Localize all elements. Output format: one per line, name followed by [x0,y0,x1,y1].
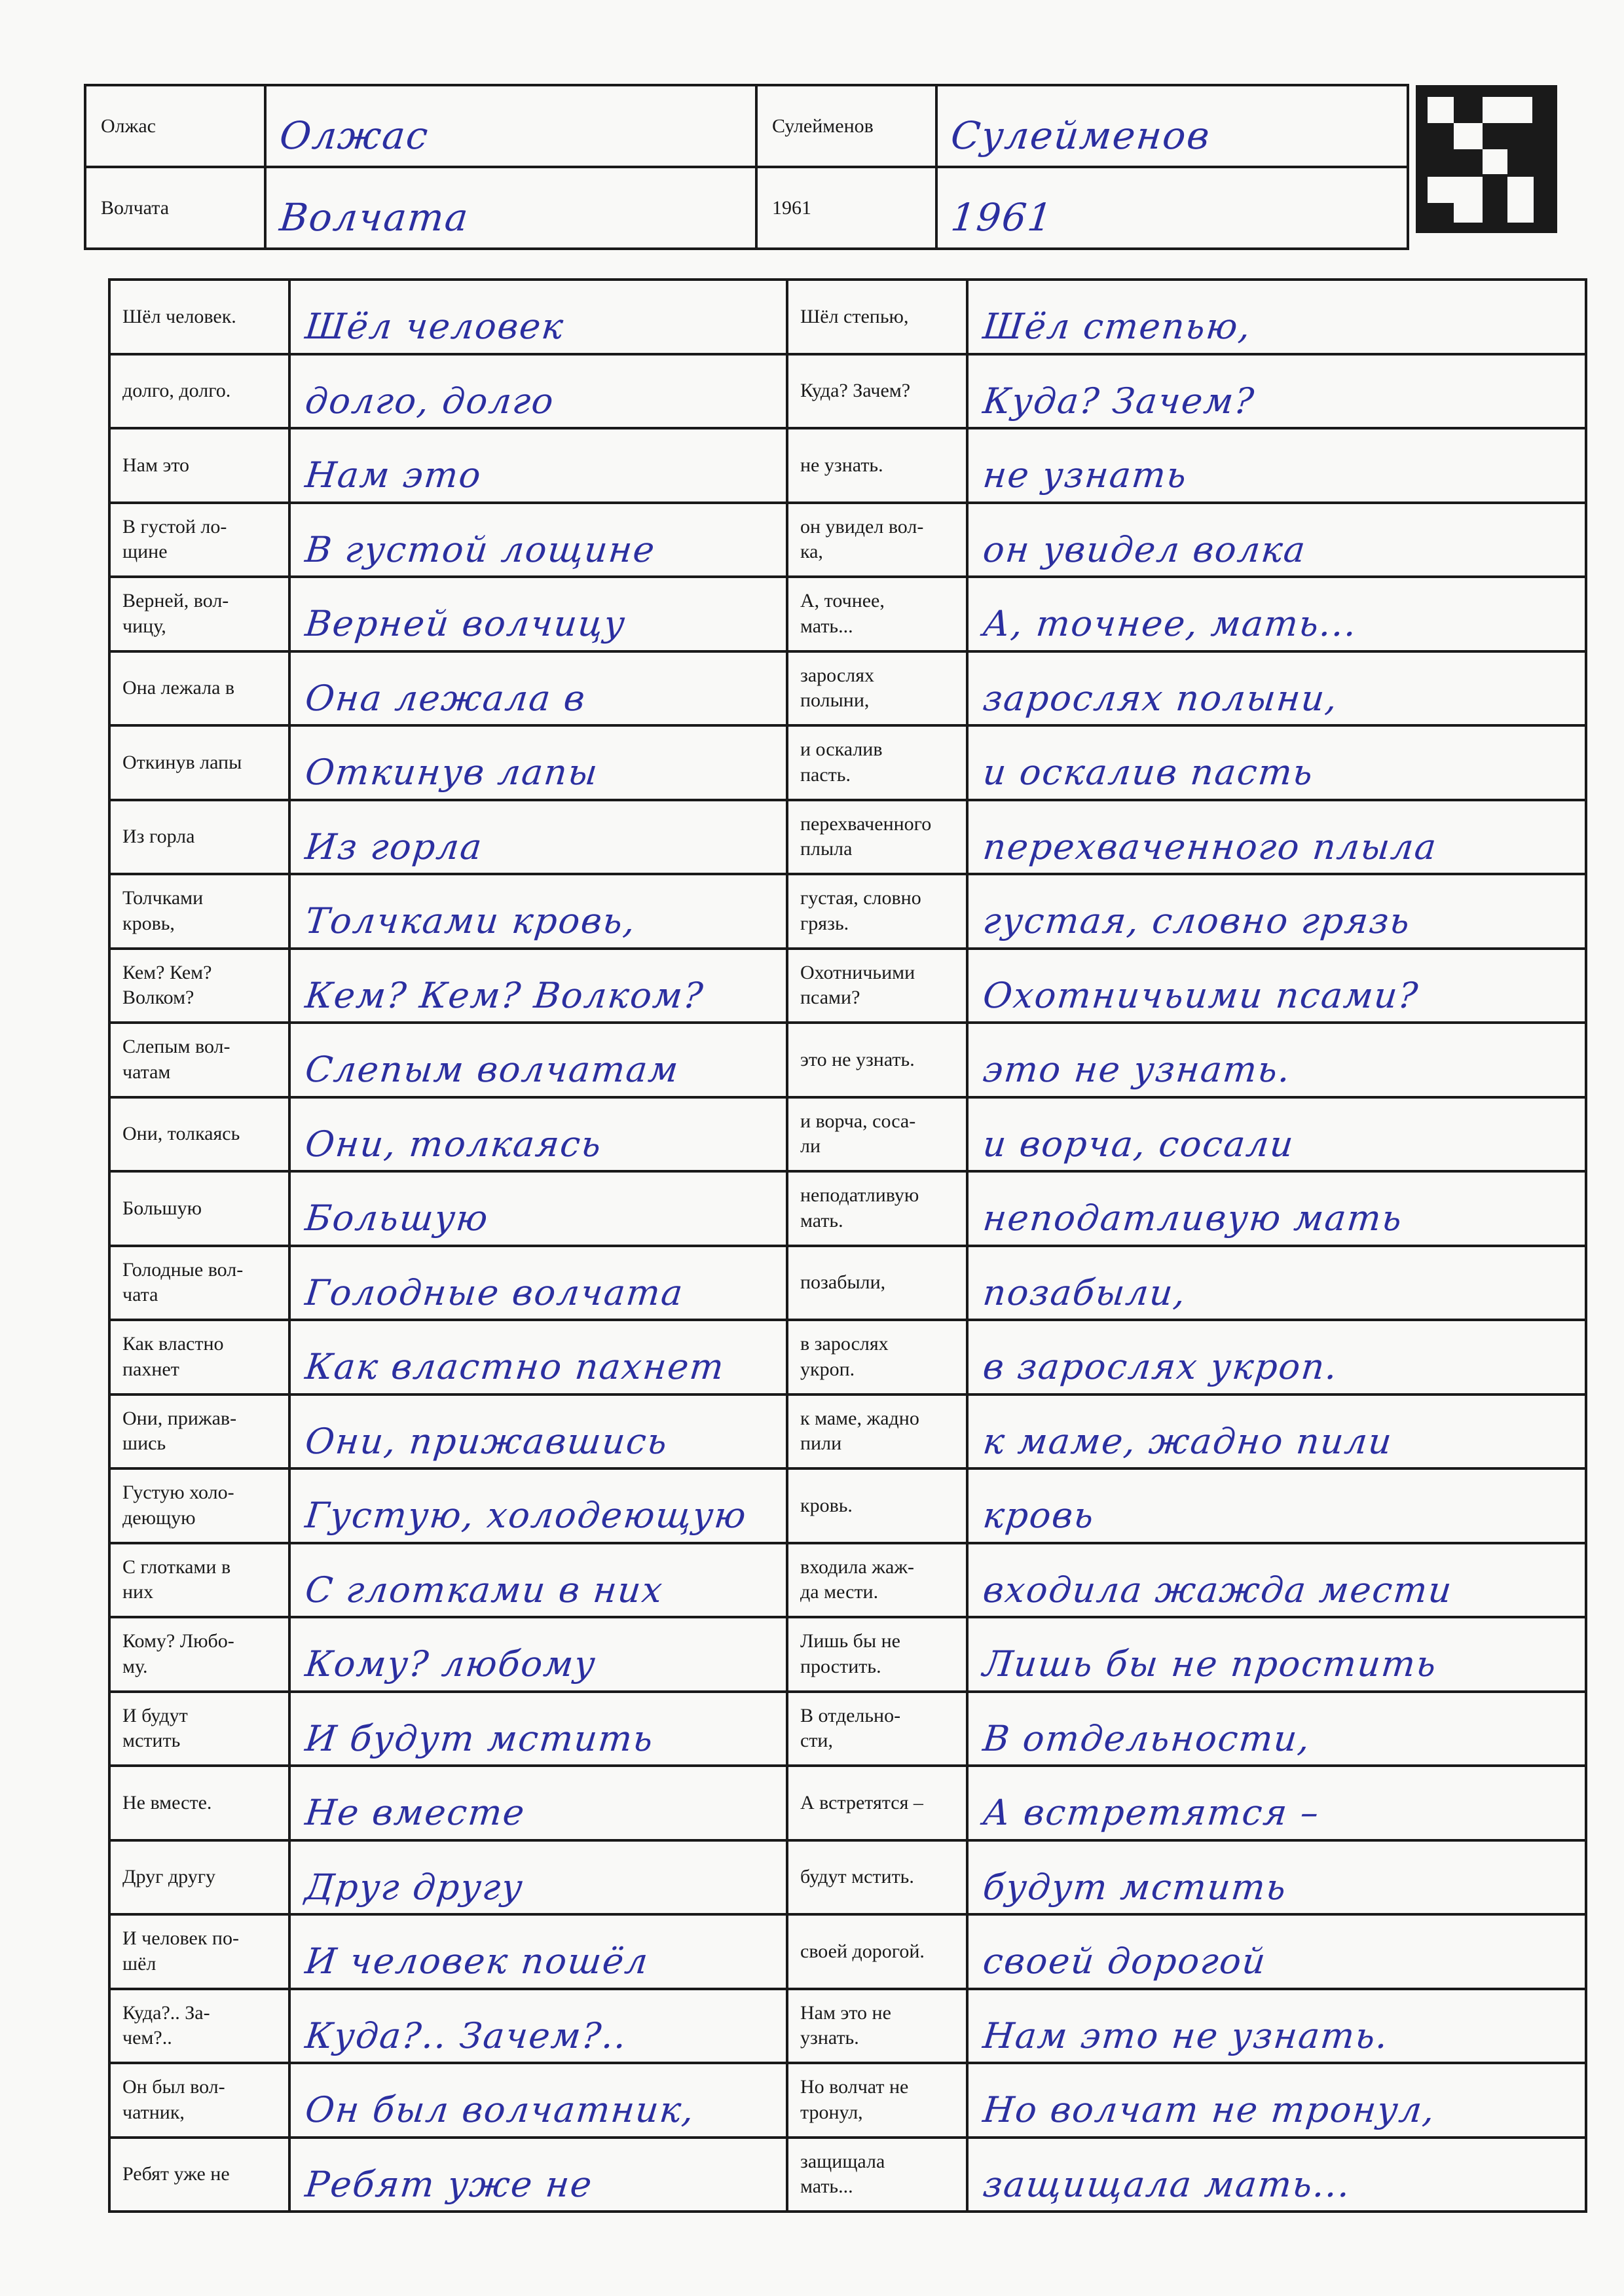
printed-cell-left [109,1394,289,1469]
qr-code-icon [1416,85,1557,233]
printed-cell-left [109,1097,289,1172]
printed-cell-left [109,1171,289,1246]
printed-cell-right [787,503,967,577]
printed-cell-left [109,1617,289,1692]
handwritten-text-left: Они, прижавшись [303,1420,671,1462]
printed-text-left: Толчками кровь, [122,887,204,934]
printed-text-right: он увидел вол- ка, [800,515,924,563]
printed-text-left: Куда?.. За- чем?.. [122,2001,210,2049]
printed-cell-left [109,280,289,354]
printed-cell-right [787,1171,967,1246]
printed-text-left: Он был вол- чатник, [122,2076,225,2123]
printed-cell-right [787,1766,967,1840]
answer-cell-left[interactable] [289,2138,787,2212]
handwritten-text-right: своей дорогой [981,1941,1269,1982]
printed-cell-left [109,651,289,726]
answer-cell-left[interactable] [289,800,787,875]
printed-text-left: Откинув лапы [122,751,242,773]
printed-text-left: Из горла [122,826,195,848]
answer-cell-left[interactable] [289,1023,787,1097]
answer-cell-left[interactable] [289,1543,787,1618]
printed-cell-right [787,354,967,429]
handwritten-text-right: неподатливую мать [981,1197,1405,1239]
handwritten-text-left: Он был волчатник, [303,2089,697,2131]
table-row [109,1543,1586,1618]
handwritten-text-right: в зарослях укроп. [981,1346,1340,1388]
handwritten-text-right: Охотничьими псами? [981,974,1421,1016]
header-row-title [85,167,1408,249]
handwritten-text-right: перехваченного плыла [981,826,1439,867]
printed-text-right: перехваченного плыла [800,812,932,860]
printed-cell-left [109,1840,289,1915]
printed-cell-right [787,1394,967,1469]
handwritten-text-right: позабыли, [981,1271,1189,1313]
printed-cell-left [109,2138,289,2212]
handwritten-text-left: Она лежала в [303,677,589,719]
printed-text-left: Друг другу [122,1866,216,1888]
handwritten-text-left: Большую [303,1197,491,1239]
handwritten-text-right: не узнать [981,454,1190,496]
printed-cell-left [109,725,289,800]
printed-cell-left [109,1543,289,1618]
handwritten-text-right: Лишь бы не простить [981,1643,1439,1685]
answer-cell-right[interactable] [967,1468,1586,1543]
printed-text-right: зарослях полыни, [800,664,874,712]
answer-cell-left[interactable] [289,2063,787,2138]
table-row [109,1023,1586,1097]
answer-cell-left[interactable] [289,1989,787,2064]
last-name-handwritten-cell[interactable] [936,85,1408,167]
answer-cell-right[interactable] [967,1840,1586,1915]
printed-cell-right [787,2138,967,2212]
printed-text-right: А, точнее, мать... [800,590,885,637]
printed-cell-right [787,1246,967,1321]
answer-cell-right[interactable] [967,800,1586,875]
printed-cell-right [787,1097,967,1172]
answer-cell-right[interactable] [967,1097,1586,1172]
header-row-author [85,85,1408,167]
table-row [109,1840,1586,1915]
printed-cell-left [109,874,289,949]
answer-cell-left[interactable] [289,1171,787,1246]
answer-cell-left[interactable] [289,1246,787,1321]
last-name-handwritten: Сулейменов [948,113,1213,158]
printed-cell-right [787,725,967,800]
answer-cell-right[interactable] [967,428,1586,503]
printed-cell-right [787,1989,967,2064]
answer-cell-left[interactable] [289,1840,787,1915]
table-row [109,1617,1586,1692]
answer-cell-right[interactable] [967,2138,1586,2212]
table-row [109,725,1586,800]
printed-cell-left [109,1023,289,1097]
printed-text-left: Большую [122,1197,202,1219]
printed-text-right: входила жаж- да мести. [800,1556,915,1603]
answer-cell-left[interactable] [289,1617,787,1692]
handwritten-text-left: Кому? любому [303,1643,599,1685]
printed-text-right: неподатливую мать. [800,1184,919,1231]
printed-text-right: и ворча, соса- ли [800,1110,916,1157]
handwritten-text-right: А, точнее, мать... [981,603,1360,645]
printed-text-left: Она лежала в [122,677,235,699]
header-table [84,84,1409,250]
answer-cell-left[interactable] [289,1320,787,1394]
handwritten-text-left: Верней волчицу [303,603,629,645]
answer-cell-left[interactable] [289,1468,787,1543]
answer-cell-left[interactable] [289,651,787,726]
printed-text-left: Шёл человек. [122,305,236,327]
handwritten-text-left: Ребят уже не [303,2163,595,2205]
handwritten-text-left: В густой лощине [303,528,658,570]
printed-text-left: В густой ло- щине [122,515,227,563]
answer-cell-left[interactable] [289,874,787,949]
answer-cell-left[interactable] [289,725,787,800]
table-row [109,1171,1586,1246]
year-handwritten: 1961 [948,194,1056,240]
answer-cell-right[interactable] [967,725,1586,800]
answer-cell-right[interactable] [967,1246,1586,1321]
table-row [109,1766,1586,1840]
printed-cell-left [109,503,289,577]
answer-cell-right[interactable] [967,2063,1586,2138]
printed-text-left: И будут мстить [122,1704,188,1752]
printed-text-right: Охотничьими псами? [800,961,915,1009]
printed-text-left: Ребят уже не [122,2163,230,2185]
handwritten-text-right: Нам это не узнать. [981,2014,1392,2056]
printed-cell-left [109,1320,289,1394]
printed-cell-right [787,874,967,949]
answer-cell-right[interactable] [967,874,1586,949]
exercise-table [108,278,1587,2213]
answer-cell-right[interactable] [967,1394,1586,1469]
answer-cell-right[interactable] [967,503,1586,577]
table-row [109,2138,1586,2212]
printed-text-left: Они, прижав- шись [122,1407,237,1455]
printed-text-right: Нам это не узнать. [800,2001,891,2049]
handwritten-text-right: он увидел волка [981,528,1309,570]
printed-cell-right [787,1617,967,1692]
printed-text-right: и оскалив пасть. [800,738,883,786]
printed-text-right: позабыли, [800,1271,886,1294]
table-row [109,280,1586,354]
table-row [109,577,1586,651]
printed-cell-left [109,1468,289,1543]
handwritten-text-right: зарослях полыни, [981,677,1340,719]
printed-text-right: Но волчат не тронул, [800,2076,909,2123]
answer-cell-right[interactable] [967,651,1586,726]
answer-cell-left[interactable] [289,577,787,651]
answer-cell-right[interactable] [967,1617,1586,1692]
year-handwritten-cell[interactable] [936,167,1408,249]
table-row [109,1097,1586,1172]
printed-cell-left [109,1766,289,1840]
answer-cell-left[interactable] [289,428,787,503]
handwritten-text-left: Кем? Кем? Волком? [303,974,707,1016]
handwritten-text-right: Но волчат не тронул, [981,2089,1438,2131]
table-row [109,2063,1586,2138]
printed-cell-left [109,2063,289,2138]
answer-cell-right[interactable] [967,1989,1586,2064]
printed-text-left: Верней, вол- чицу, [122,590,229,637]
handwritten-text-right: кровь [981,1495,1097,1537]
handwritten-text-left: Из горла [303,826,485,867]
printed-text-left: долго, долго. [122,380,231,402]
answer-cell-left[interactable] [289,949,787,1023]
answer-cell-left[interactable] [289,503,787,577]
table-row [109,1989,1586,2064]
printed-cell-left [109,949,289,1023]
printed-cell-left [109,1989,289,2064]
printed-text-left: Нам это [122,454,190,476]
printed-cell-right [787,2063,967,2138]
printed-text-left: И человек по- шёл [122,1927,239,1975]
table-row [109,1468,1586,1543]
handwritten-text-left: Толчками кровь, [303,900,638,942]
table-row [109,800,1586,875]
handwritten-text-right: Шёл степью, [981,306,1254,348]
handwritten-text-left: Голодные волчата [303,1271,686,1313]
handwritten-text-right: густая, словно грязь [981,900,1413,942]
printed-cell-right [787,1543,967,1618]
handwritten-text-left: Откинув лапы [303,752,601,793]
answer-cell-left[interactable] [289,1914,787,1989]
answer-cell-right[interactable] [967,949,1586,1023]
printed-text-right: к маме, жадно пили [800,1407,919,1455]
title-printed-cell [85,167,265,249]
answer-cell-left[interactable] [289,1692,787,1766]
printed-cell-left [109,1246,289,1321]
handwritten-text-right: это не узнать. [981,1049,1293,1091]
printed-text-left: Как властно пахнет [122,1333,224,1380]
table-row [109,1914,1586,1989]
printed-text-right: это не узнать. [800,1048,915,1070]
printed-cell-left [109,428,289,503]
printed-cell-right [787,1023,967,1097]
answer-cell-right[interactable] [967,1766,1586,1840]
printed-cell-right [787,1468,967,1543]
printed-text-right: В отдельно- сти, [800,1704,901,1752]
handwritten-text-right: В отдельности, [981,1717,1313,1759]
printed-text-right: Куда? Зачем? [800,380,911,402]
handwritten-text-left: Не вместе [303,1792,528,1834]
printed-cell-left [109,354,289,429]
table-row [109,1692,1586,1766]
printed-cell-left [109,1914,289,1989]
answer-cell-right[interactable] [967,280,1586,354]
handwritten-text-left: Они, толкаясь [303,1123,604,1165]
printed-text-right: кровь. [800,1494,853,1516]
handwritten-text-left: Куда?.. Зачем?.. [303,2014,630,2056]
handwritten-text-left: И будут мстить [303,1717,656,1759]
printed-cell-right [787,1692,967,1766]
table-row [109,949,1586,1023]
title-printed: Волчата [101,196,170,219]
printed-text-right: Лишь бы не простить. [800,1630,900,1677]
first-name-printed-cell [85,85,265,167]
printed-text-right: в зарослях укроп. [800,1333,889,1380]
printed-text-left: С глотками в них [122,1556,231,1603]
handwritten-text-left: Слепым волчатам [303,1049,682,1091]
printed-text-right: густая, словно грязь. [800,887,921,934]
printed-cell-right [787,428,967,503]
printed-text-right: будут мстить. [800,1866,914,1888]
printed-text-left: Кому? Любо- му. [122,1630,234,1677]
printed-cell-right [787,577,967,651]
handwritten-text-left: долго, долго [303,380,557,422]
answer-cell-right[interactable] [967,577,1586,651]
handwritten-text-left: И человек пошёл [303,1941,652,1982]
handwritten-text-right: к маме, жадно пили [981,1420,1395,1462]
printed-cell-left [109,577,289,651]
answer-cell-left[interactable] [289,280,787,354]
printed-cell-right [787,1840,967,1915]
answer-cell-left[interactable] [289,1097,787,1172]
first-name-handwritten-cell[interactable] [265,85,756,167]
year-printed: 1961 [772,196,811,219]
handwritten-text-right: входила жажда мести [981,1569,1455,1611]
first-name-handwritten: Олжас [277,113,432,158]
answer-cell-right[interactable] [967,1171,1586,1246]
printed-text-right: А встретятся – [800,1791,923,1813]
handwritten-text-left: С глотками в них [303,1569,666,1611]
printed-cell-right [787,280,967,354]
printed-cell-right [787,800,967,875]
table-row [109,1394,1586,1469]
printed-cell-right [787,651,967,726]
handwritten-text-left: Шёл человек [303,306,566,348]
handwritten-text-left: Как властно пахнет [303,1346,727,1388]
printed-text-left: Голодные вол- чата [122,1258,244,1306]
answer-cell-right[interactable] [967,1023,1586,1097]
title-handwritten: Волчата [277,194,471,240]
handwritten-text-right: и оскалив пасть [981,752,1316,793]
printed-cell-right [787,949,967,1023]
printed-text-right: своей дорогой. [800,1940,925,1962]
handwritten-text-right: А встретятся – [981,1792,1322,1834]
table-row [109,354,1586,429]
answer-cell-right[interactable] [967,354,1586,429]
first-name-printed: Олжас [101,115,156,137]
handwritten-text-left: Густую, холодеющую [303,1495,749,1537]
answer-cell-left[interactable] [289,1766,787,1840]
exercise-rows [109,280,1586,2212]
printed-text-left: Густую холо- деющую [122,1482,234,1529]
year-printed-cell [756,167,936,249]
printed-text-right: Шёл степью, [800,305,909,327]
handwritten-text-right: и ворча, сосали [981,1123,1297,1165]
table-row [109,1246,1586,1321]
handwritten-text-left: Друг другу [303,1866,526,1908]
printed-cell-right [787,1320,967,1394]
printed-text-right: защищала мать... [800,2150,885,2198]
printed-text-left: Слепым вол- чатам [122,1036,231,1083]
table-row [109,874,1586,949]
printed-text-left: Не вместе. [122,1791,212,1813]
handwritten-text-right: Куда? Зачем? [981,380,1257,422]
printed-text-left: Они, толкаясь [122,1123,240,1145]
table-row [109,428,1586,503]
title-handwritten-cell[interactable] [265,167,756,249]
printed-cell-right [787,1914,967,1989]
table-row [109,503,1586,577]
answer-cell-right[interactable] [967,1692,1586,1766]
last-name-printed: Сулейменов [772,115,874,137]
table-row [109,1320,1586,1394]
handwritten-text-right: будут мстить [981,1866,1289,1908]
printed-text-right: не узнать. [800,454,883,476]
handwritten-text-left: Нам это [303,454,484,496]
printed-cell-left [109,1692,289,1766]
answer-cell-right[interactable] [967,1543,1586,1618]
answer-cell-right[interactable] [967,1320,1586,1394]
answer-cell-left[interactable] [289,354,787,429]
answer-cell-left[interactable] [289,1394,787,1469]
answer-cell-right[interactable] [967,1914,1586,1989]
handwritten-text-right: защищала мать... [981,2163,1354,2205]
printed-cell-left [109,800,289,875]
table-row [109,651,1586,726]
last-name-printed-cell [756,85,936,167]
printed-text-left: Кем? Кем? Волком? [122,961,212,1009]
